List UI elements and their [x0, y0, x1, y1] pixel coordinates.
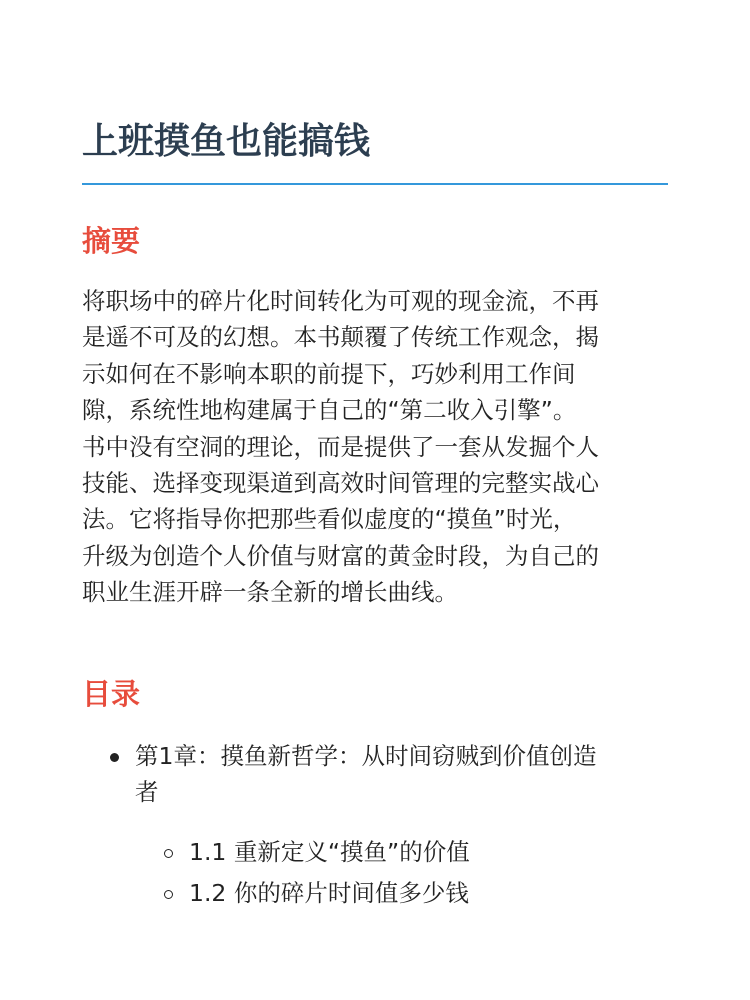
circle-bullet-icon	[164, 890, 173, 899]
abstract-line: 隙，系统性地构建属于自己的“第二收入引擎”。	[82, 396, 577, 425]
document-page	[82, 0, 668, 1000]
circle-bullet-icon	[164, 849, 173, 858]
abstract-line: 职业生涯开辟一条全新的增长曲线。	[82, 578, 458, 607]
document-title: 上班摸鱼也能搞钱	[82, 121, 371, 162]
toc-chapter-1[interactable]	[82, 738, 668, 811]
toc-chapter-title: 第1章：摸鱼新哲学：从时间窃贼到价值创造	[135, 742, 597, 770]
abstract-paragraph	[82, 283, 668, 611]
toc-chapter-title-continued: 者	[135, 778, 159, 807]
toc-section-1-1[interactable]	[82, 834, 668, 870]
abstract-line: 技能、选择变现渠道到高效时间管理的完整实战心	[82, 468, 599, 497]
toc-section-title: 1.2 你的碎片时间值多少钱	[189, 879, 469, 907]
abstract-heading: 摘要	[82, 224, 141, 258]
abstract-line: 将职场中的碎片化时间转化为可观的现金流，不再	[82, 287, 599, 315]
disc-bullet-icon	[110, 753, 119, 762]
toc-heading: 目录	[82, 677, 141, 711]
toc-section-1-2[interactable]	[82, 875, 668, 911]
abstract-line: 升级为创造个人价值与财富的黄金时段，为自己的	[82, 541, 599, 570]
abstract-line: 示如何在不影响本职的前提下，巧妙利用工作间	[82, 359, 576, 388]
abstract-line: 是遥不可及的幻想。本书颠覆了传统工作观念，揭	[82, 323, 599, 352]
toc-section-title: 1.1 重新定义“摸鱼”的价值	[189, 838, 470, 866]
abstract-line: 书中没有空洞的理论，而是提供了一套从发掘个人	[82, 432, 599, 461]
abstract-line: 法。它将指导你把那些看似虚度的“摸鱼”时光，	[82, 505, 577, 534]
title-divider	[82, 183, 668, 185]
